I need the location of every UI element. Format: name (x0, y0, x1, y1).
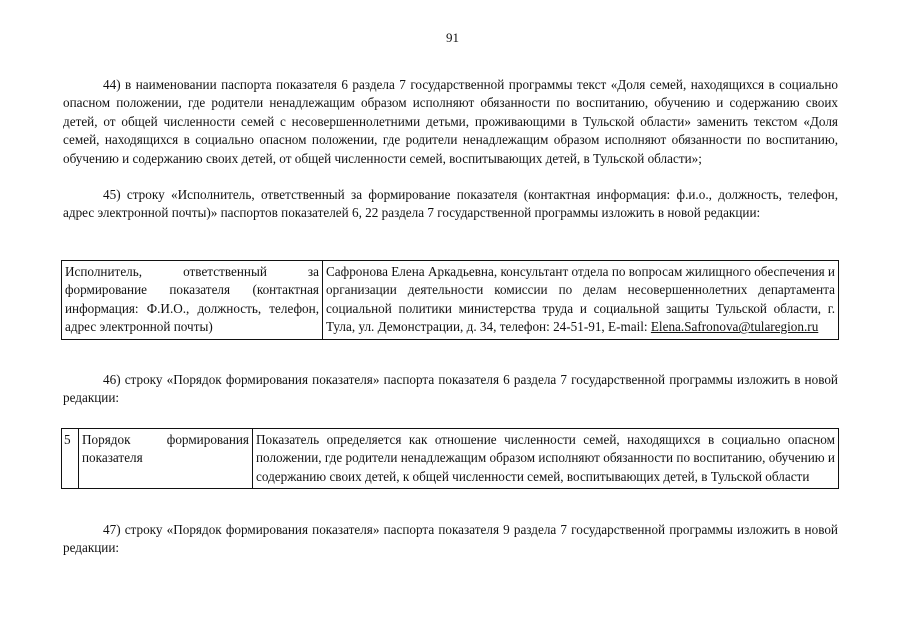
page-number: 91 (446, 30, 459, 45)
table-row (62, 261, 839, 340)
paragraph-item-45: 45) строку «Исполнитель, ответственный за формирование показателя (контактная информация: ф.и.о., должность, телефон, адрес электронной почты)» паспортов показателей 6, 22 раздела 7 государственной программы изложить в новой редакции: (63, 187, 838, 221)
formation-order-table (61, 428, 839, 489)
executor-label-cell: Исполнитель, ответственный за формирование показателя (контактная информация: Ф.И.О., должность, телефон, адрес электронной почты) (62, 261, 323, 340)
executor-table (61, 260, 839, 340)
formation-order-label-cell: Порядок формирования показателя (79, 429, 253, 489)
executor-value-cell (323, 261, 839, 340)
table-row (62, 429, 839, 489)
email-link[interactable]: Elena.Safronova@tularegion.ru (650, 319, 819, 335)
executor-value-text: Сафронова Елена Аркадьевна, консультант отдела по вопросам жилищного обеспечения и организации деятельности комиссии по делам несовершеннолетних департамента социальной политики министерства труда и социальной защиты Тульской области, г. Тула, ул. Демонстрации, д. 34, телефон: 24-51-91, E-mail: (326, 264, 835, 335)
paragraph-item-46: 46) строку «Порядок формирования показателя» паспорта показателя 6 раздела 7 государственной программы изложить в новой редакции: (63, 372, 838, 406)
paragraph-item-44: 44) в наименовании паспорта показателя 6 раздела 7 государственной программы текст «Доля семей, находящихся в социально опасном положении, где родители ненадлежащим образом исполняют обязанности по воспитанию, обучению и содержанию своих детей, от общей численности семей с несовершеннолетними детьми, проживающими в Тульской области» заменить текстом «Доля семей, находящихся в социально опасном положении, где родители ненадлежащим образом исполняют обязанности по воспитанию, обучению и содержанию своих детей, от общей численности семей, воспитывающих детей, в Тульской области»; (63, 77, 838, 166)
paragraph-item-47: 47) строку «Порядок формирования показателя» паспорта показателя 9 раздела 7 государственной программы изложить в новой редакции: (63, 522, 838, 556)
row-number-cell: 5 (62, 429, 79, 489)
formation-order-text-cell: Показатель определяется как отношение численности семей, находящихся в социально опасном положении, где родители ненадлежащим образом исполняют обязанности по воспитанию, обучению и содержанию своих детей, к общей численности семей, воспитывающих детей, в Тульской области (253, 429, 839, 489)
